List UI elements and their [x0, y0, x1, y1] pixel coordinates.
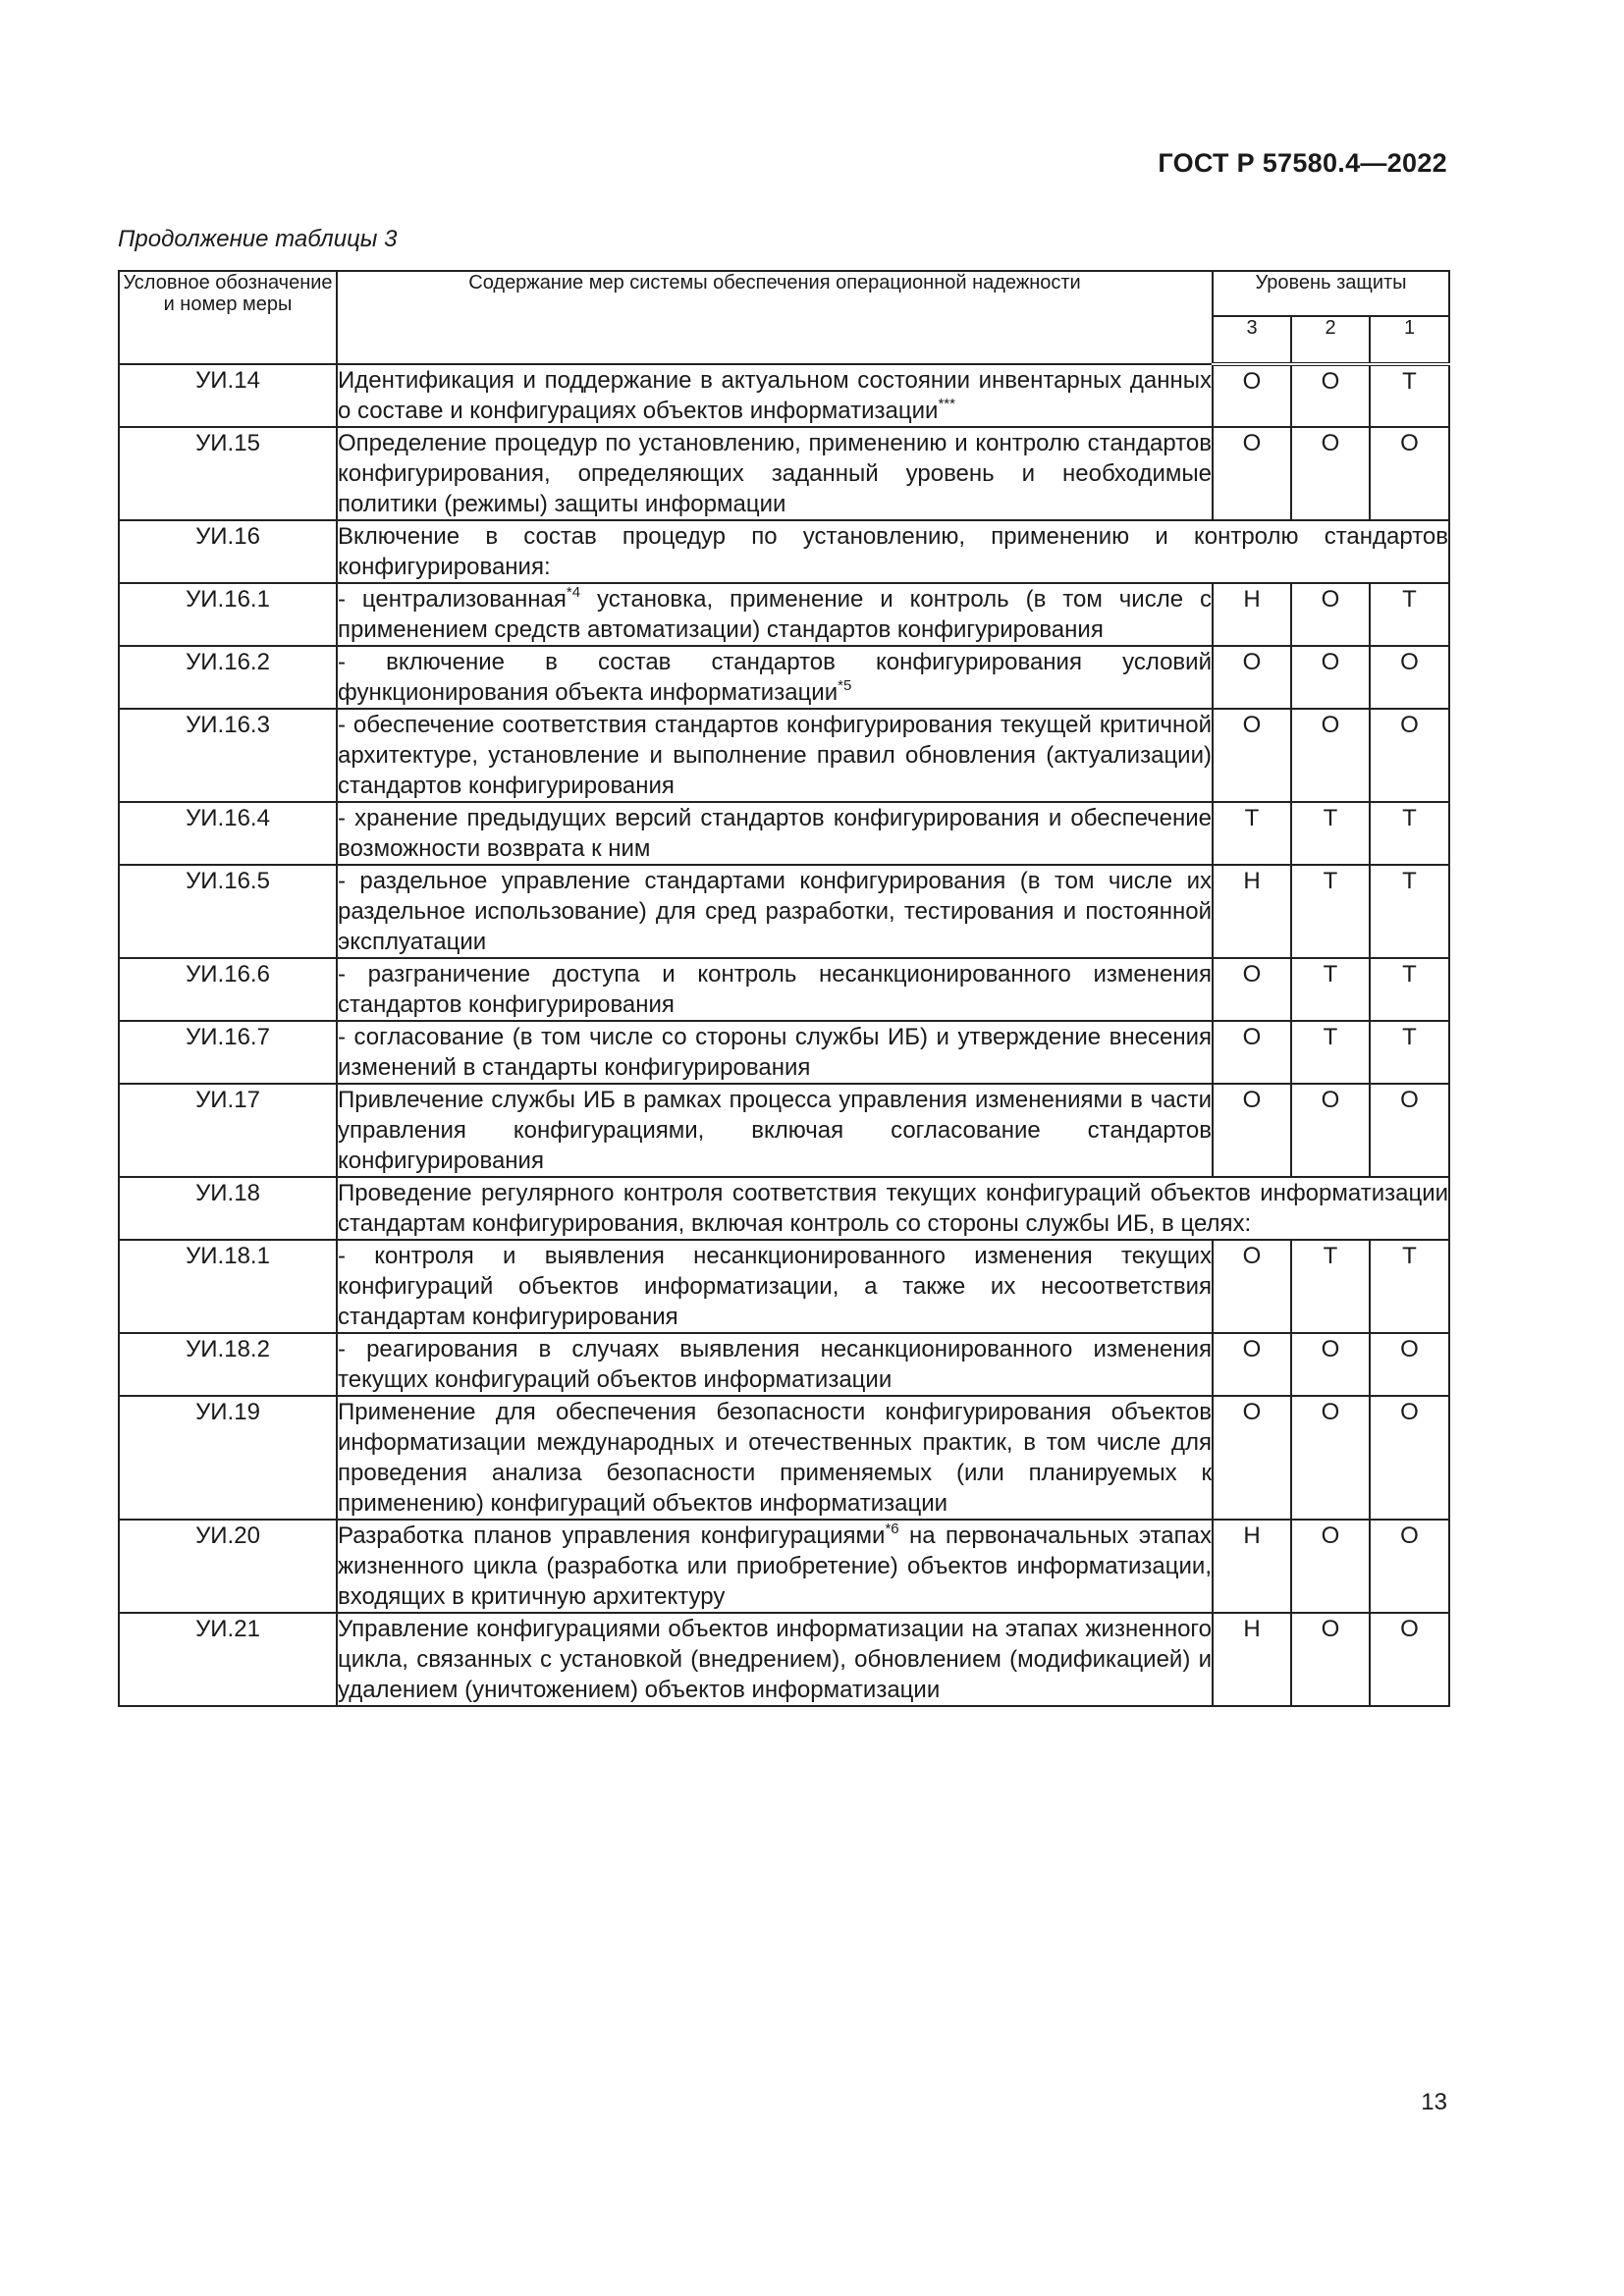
- page-number: 13: [1421, 2089, 1447, 2115]
- table-row: [119, 1021, 1449, 1084]
- measure-code: УИ.20: [119, 1520, 337, 1613]
- protection-level-1: О: [1370, 1396, 1449, 1520]
- measure-code: УИ.16.6: [119, 958, 337, 1021]
- protection-level-3: О: [1213, 958, 1291, 1021]
- table-caption: Продолжение таблицы 3: [118, 226, 398, 252]
- footnote-marker: *5: [838, 677, 852, 694]
- measure-code: УИ.16.7: [119, 1021, 337, 1084]
- table-row: [119, 427, 1449, 520]
- table-row: [119, 1396, 1449, 1520]
- protection-level-3: Н: [1213, 865, 1291, 958]
- measure-text-body: - согласование (в том числе со стороны службы ИБ) и утверждение внесения изменений в стандарты конфигурирования: [338, 1024, 1212, 1081]
- protection-level-2: О: [1291, 1520, 1370, 1613]
- protection-level-2: О: [1291, 364, 1370, 427]
- protection-level-3: Н: [1213, 583, 1291, 646]
- document-code: ГОСТ Р 57580.4—2022: [1158, 148, 1447, 178]
- protection-level-3: О: [1213, 1396, 1291, 1520]
- measure-text: [337, 1613, 1213, 1706]
- measure-text: [337, 583, 1213, 646]
- protection-level-1: Т: [1370, 802, 1449, 865]
- measure-text-body: Включение в состав процедур по установлению, применению и контролю стандартов конфигурирования:: [338, 523, 1449, 580]
- table-row: [119, 1084, 1449, 1177]
- measure-code: УИ.14: [119, 364, 337, 427]
- table-row: [119, 520, 1449, 583]
- protection-level-3: О: [1213, 1240, 1291, 1333]
- protection-level-3: О: [1213, 1021, 1291, 1084]
- table-row: [119, 958, 1449, 1021]
- measures-table: [118, 270, 1450, 1707]
- protection-level-1: О: [1370, 1084, 1449, 1177]
- protection-level-3: О: [1213, 364, 1291, 427]
- protection-level-2: О: [1291, 427, 1370, 520]
- column-header-level-3: 3: [1213, 316, 1291, 364]
- measure-text-body: Проведение регулярного контроля соответствия текущих конфигураций объектов информатизации стандартам конфигурирования, включая контроль со стороны службы ИБ, в целях:: [338, 1180, 1449, 1237]
- measure-text-body: - включение в состав стандартов конфигурирования условий функционирования объекта информатизации: [338, 649, 1212, 706]
- protection-level-1: Т: [1370, 958, 1449, 1021]
- protection-level-2: О: [1291, 1333, 1370, 1396]
- measure-text: [337, 646, 1213, 709]
- column-header-level-2: 2: [1291, 316, 1370, 364]
- protection-level-1: О: [1370, 427, 1449, 520]
- table-row: [119, 709, 1449, 802]
- measure-text-body: Привлечение службы ИБ в рамках процесса управления изменениями в части управления конфигурациями, включая согласование стандартов конфигурирования: [338, 1087, 1212, 1174]
- table-row: [119, 364, 1449, 427]
- measure-code: УИ.15: [119, 427, 337, 520]
- measure-text: [337, 520, 1449, 583]
- measure-code: УИ.21: [119, 1613, 337, 1706]
- protection-level-1: О: [1370, 1333, 1449, 1396]
- measure-text-body: Применение для обеспечения безопасности конфигурирования объектов информатизации международных и отечественных практик, в том числе для проведения анализа безопасности применяемых (или планируемых к применению) конфигураций объектов информатизации: [338, 1399, 1212, 1517]
- column-header-content: Содержание мер системы обеспечения операционной надежности: [337, 271, 1213, 364]
- protection-level-1: Т: [1370, 1240, 1449, 1333]
- protection-level-1: О: [1370, 709, 1449, 802]
- table-row: [119, 583, 1449, 646]
- measure-code: УИ.17: [119, 1084, 337, 1177]
- protection-level-3: О: [1213, 1084, 1291, 1177]
- measure-code: УИ.18.1: [119, 1240, 337, 1333]
- protection-level-2: О: [1291, 583, 1370, 646]
- measure-text-body: - разграничение доступа и контроль несанкционированного изменения стандартов конфигурирования: [338, 961, 1212, 1018]
- measure-text: [337, 802, 1213, 865]
- footnote-marker: *4: [566, 584, 581, 601]
- measure-code: УИ.18: [119, 1177, 337, 1240]
- measure-code: УИ.16.1: [119, 583, 337, 646]
- protection-level-2: О: [1291, 1396, 1370, 1520]
- measure-text-body: Управление конфигурациями объектов информатизации на этапах жизненного цикла, связанных с установкой (внедрением), обновлением (модификацией) и удалением (уничтожением) объектов информатизации: [338, 1616, 1212, 1703]
- measure-code: УИ.18.2: [119, 1333, 337, 1396]
- measure-text-body: - раздельное управление стандартами конфигурирования (в том числе их раздельное использование) для сред разработки, тестирования и постоянной эксплуатации: [338, 868, 1212, 955]
- measure-text-start: - централизованная: [338, 586, 567, 613]
- protection-level-3: О: [1213, 1333, 1291, 1396]
- protection-level-2: О: [1291, 709, 1370, 802]
- table-row: [119, 1613, 1449, 1706]
- protection-level-1: О: [1370, 646, 1449, 709]
- protection-level-3: О: [1213, 646, 1291, 709]
- protection-level-2: О: [1291, 1084, 1370, 1177]
- column-header-level-1: 1: [1370, 316, 1449, 364]
- table-row: [119, 1240, 1449, 1333]
- measure-text-body: на первоначальных этапах жизненного цикла (разработка или приобретение) объектов информатизации, входящих в критичную архитектуру: [338, 1522, 1213, 1610]
- measure-code: УИ.19: [119, 1396, 337, 1520]
- protection-level-3: Т: [1213, 802, 1291, 865]
- protection-level-2: О: [1291, 646, 1370, 709]
- measure-text-body: Определение процедур по установлению, применению и контролю стандартов конфигурирования, определяющих заданный уровень и необходимые политики (режимы) защиты информации: [338, 430, 1212, 517]
- measure-text-start: Разработка планов управления конфигурациями: [338, 1522, 886, 1549]
- table-row: [119, 1177, 1449, 1240]
- measure-text: [337, 1021, 1213, 1084]
- protection-level-1: О: [1370, 1520, 1449, 1613]
- protection-level-2: Т: [1291, 1021, 1370, 1084]
- protection-level-2: Т: [1291, 958, 1370, 1021]
- column-header-protection-level: Уровень защиты: [1213, 271, 1449, 316]
- protection-level-2: Т: [1291, 865, 1370, 958]
- protection-level-1: О: [1370, 1613, 1449, 1706]
- measure-code: УИ.16.2: [119, 646, 337, 709]
- measure-text: [337, 958, 1213, 1021]
- measure-code: УИ.16.3: [119, 709, 337, 802]
- measure-text: [337, 1084, 1213, 1177]
- measure-code: УИ.16.4: [119, 802, 337, 865]
- measure-text-body: Идентификация и поддержание в актуальном состоянии инвентарных данных о составе и конфигурациях объектов информатизации: [338, 367, 1212, 424]
- measure-text: [337, 1240, 1213, 1333]
- table-row: [119, 865, 1449, 958]
- protection-level-3: О: [1213, 427, 1291, 520]
- measure-text: [337, 1396, 1213, 1520]
- protection-level-3: Н: [1213, 1613, 1291, 1706]
- footnote-marker: ***: [938, 396, 955, 412]
- protection-level-3: О: [1213, 709, 1291, 802]
- measure-text: [337, 1177, 1449, 1240]
- protection-level-1: Т: [1370, 364, 1449, 427]
- protection-level-3: Н: [1213, 1520, 1291, 1613]
- protection-level-2: Т: [1291, 802, 1370, 865]
- measure-code: УИ.16.5: [119, 865, 337, 958]
- measure-text-body: - реагирования в случаях выявления несанкционированного изменения текущих конфигураций объектов информатизации: [338, 1336, 1212, 1393]
- measure-text-body: установка, применение и контроль (в том числе с применением средств автоматизации) стандартов конфигурирования: [338, 586, 1212, 643]
- measure-code: УИ.16: [119, 520, 337, 583]
- measure-text-body: - обеспечение соответствия стандартов конфигурирования текущей критичной архитектуре, установление и выполнение правил обновления (актуализации) стандартов конфигурирования: [338, 712, 1212, 799]
- table-row: [119, 646, 1449, 709]
- column-header-code: Условное обозначение и номер меры: [119, 271, 337, 364]
- measure-text-body: - хранение предыдущих версий стандартов конфигурирования и обеспечение возможности возврата к ним: [338, 805, 1212, 862]
- table-row: [119, 1333, 1449, 1396]
- protection-level-1: Т: [1370, 865, 1449, 958]
- measure-text-body: - контроля и выявления несанкционированного изменения текущих конфигураций объектов информатизации, а также их несоответствия стандартам конфигурирования: [338, 1243, 1212, 1330]
- protection-level-1: Т: [1370, 583, 1449, 646]
- table-row: [119, 1520, 1449, 1613]
- measure-text: [337, 364, 1213, 427]
- measure-text: [337, 427, 1213, 520]
- protection-level-1: Т: [1370, 1021, 1449, 1084]
- protection-level-2: Т: [1291, 1240, 1370, 1333]
- measure-text: [337, 1333, 1213, 1396]
- protection-level-2: О: [1291, 1613, 1370, 1706]
- measure-text: [337, 1520, 1213, 1613]
- table-row: [119, 802, 1449, 865]
- measure-text: [337, 865, 1213, 958]
- measure-text: [337, 709, 1213, 802]
- footnote-marker: *6: [885, 1521, 899, 1537]
